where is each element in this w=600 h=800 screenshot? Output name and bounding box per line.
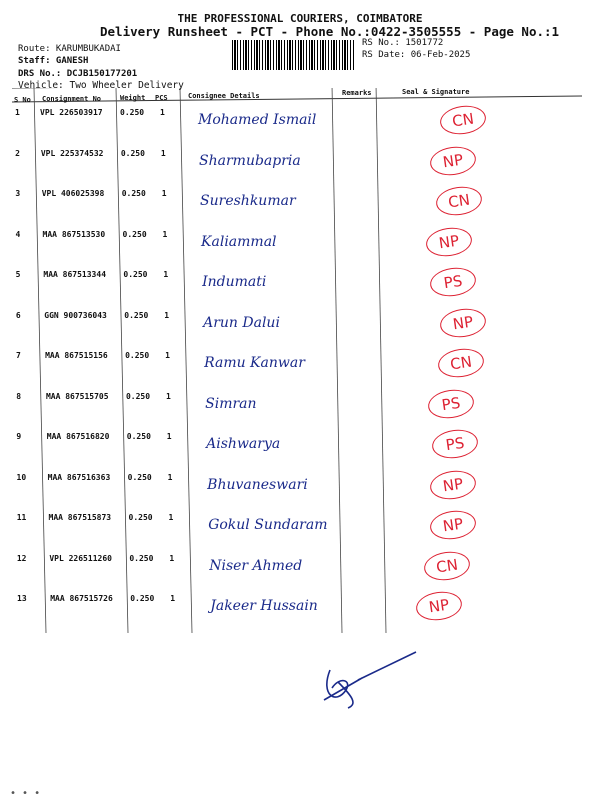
col-header-remarks: Remarks xyxy=(342,89,372,97)
col-header-consignee: Consignee Details xyxy=(188,92,260,100)
row-pcs: 1 xyxy=(168,513,174,522)
rs-date: RS Date: 06-Feb-2025 xyxy=(362,50,471,60)
row-consignee-signature: Bhuvaneswari xyxy=(207,476,308,493)
row-consignee-signature: Mohamed Ismail xyxy=(198,112,317,128)
row-weight: 0.250 xyxy=(124,310,149,320)
row-consignee-signature: Simran xyxy=(205,395,257,412)
row-weight: 0.250 xyxy=(120,148,145,158)
row-pcs: 1 xyxy=(165,351,170,360)
row-consignee-signature: Arun Dalui xyxy=(203,314,280,331)
col-header-sno: S No xyxy=(14,96,31,104)
runsheet-subtitle: Delivery Runsheet - PCT - Phone No.:0422-3505555 - Page No.:1 xyxy=(100,24,560,39)
row-seal-stamp: CN xyxy=(438,103,487,137)
row-pcs: 1 xyxy=(170,594,176,603)
row-consignment: VPL 225374532 xyxy=(40,148,104,158)
row-sno: 10 xyxy=(16,472,27,482)
row-consignee-signature: Aishwarya xyxy=(206,436,281,452)
row-consignee-signature: Sharmubapria xyxy=(199,152,301,169)
staff-label: Staff: GANESH xyxy=(18,56,89,66)
row-seal-stamp: CN xyxy=(422,548,471,582)
row-pcs: 1 xyxy=(160,148,166,158)
col-header-seal: Seal & Signature xyxy=(402,88,470,96)
row-weight: 0.250 xyxy=(126,432,151,441)
row-seal-stamp: NP xyxy=(414,589,463,623)
row-weight: 0.250 xyxy=(128,513,153,522)
row-consignment: MAA 867513530 xyxy=(42,229,106,239)
drs-number: DRS No.: DCJB150177201 xyxy=(18,69,138,79)
row-pcs: 1 xyxy=(166,432,172,441)
row-consignee-signature: Niser Ahmed xyxy=(209,557,303,574)
row-weight: 0.250 xyxy=(129,553,154,563)
row-consignment: GGN 900736043 xyxy=(44,310,107,320)
row-weight: 0.250 xyxy=(123,270,148,279)
row-weight: 0.250 xyxy=(130,594,155,603)
row-sno: 7 xyxy=(16,351,21,360)
row-pcs: 1 xyxy=(160,108,165,117)
row-sno: 1 xyxy=(15,108,20,117)
company-title: THE PROFESSIONAL COURIERS, COIMBATORE xyxy=(177,12,423,25)
row-weight: 0.250 xyxy=(122,229,147,239)
row-consignee-signature: Jakeer Hussain xyxy=(210,598,318,614)
row-consignee-signature: Sureshkumar xyxy=(200,193,296,209)
row-sno: 9 xyxy=(16,432,22,441)
row-seal-stamp: CN xyxy=(436,346,485,380)
row-seal-stamp: NP xyxy=(424,224,473,258)
row-weight: 0.250 xyxy=(125,351,150,360)
row-seal-stamp: CN xyxy=(434,184,483,218)
row-sno: 5 xyxy=(15,270,21,279)
row-seal-stamp: NP xyxy=(428,143,477,177)
row-pcs: 1 xyxy=(162,229,168,239)
row-sno: 8 xyxy=(16,391,22,401)
row-consignment: MAA 867515156 xyxy=(45,351,108,360)
row-sno: 12 xyxy=(16,553,27,563)
vehicle-label: Vehicle: Two Wheeler Delivery xyxy=(18,80,184,91)
row-seal-stamp: PS xyxy=(428,265,477,299)
row-consignment: VPL 406025398 xyxy=(41,189,105,198)
col-header-weight: Weight xyxy=(120,94,146,102)
row-consignment: MAA 867515873 xyxy=(48,513,112,522)
rs-number: RS No.: 1501772 xyxy=(362,38,444,48)
staff-signature-scribble xyxy=(318,650,418,710)
row-seal-stamp: NP xyxy=(428,467,477,501)
row-seal-stamp: NP xyxy=(428,508,477,542)
row-consignee-signature: Indumati xyxy=(202,274,267,290)
row-consignment: MAA 867513344 xyxy=(43,270,107,279)
col-header-pcs: PCS xyxy=(155,94,168,102)
row-seal-stamp: NP xyxy=(438,305,487,339)
row-sno: 13 xyxy=(17,594,27,603)
row-pcs: 1 xyxy=(167,472,173,482)
row-pcs: 1 xyxy=(161,189,167,198)
row-weight: 0.250 xyxy=(125,391,151,401)
row-pcs: 1 xyxy=(164,310,170,320)
row-consignment: VPL 226511260 xyxy=(49,553,112,563)
row-weight: 0.250 xyxy=(120,108,145,117)
barcode-image xyxy=(232,40,354,70)
row-pcs: 1 xyxy=(169,553,175,563)
row-weight: 0.250 xyxy=(121,189,146,198)
margin-marks: • • • xyxy=(10,788,41,799)
row-consignment: VPL 226503917 xyxy=(40,108,103,117)
row-sno: 3 xyxy=(15,189,21,198)
row-consignment: MAA 867516820 xyxy=(46,432,110,441)
row-seal-stamp: PS xyxy=(426,386,475,420)
row-sno: 4 xyxy=(15,229,21,239)
row-sno: 2 xyxy=(15,148,20,158)
col-header-consignment: Consignment No xyxy=(42,95,102,103)
row-seal-stamp: PS xyxy=(430,427,479,461)
row-sno: 6 xyxy=(15,310,21,320)
row-pcs: 1 xyxy=(163,270,169,279)
row-consignment: MAA 867516363 xyxy=(47,472,111,482)
route-label: Route: KARUMBUKADAI xyxy=(18,44,121,54)
row-weight: 0.250 xyxy=(127,472,152,482)
row-consignee-signature: Ramu Kanwar xyxy=(204,355,305,371)
row-consignment: MAA 867515705 xyxy=(45,391,109,401)
row-consignment: MAA 867515726 xyxy=(50,594,113,603)
row-consignee-signature: Kaliammal xyxy=(201,233,277,250)
row-sno: 11 xyxy=(16,513,27,522)
row-pcs: 1 xyxy=(165,391,171,401)
row-consignee-signature: Gokul Sundaram xyxy=(208,517,328,533)
